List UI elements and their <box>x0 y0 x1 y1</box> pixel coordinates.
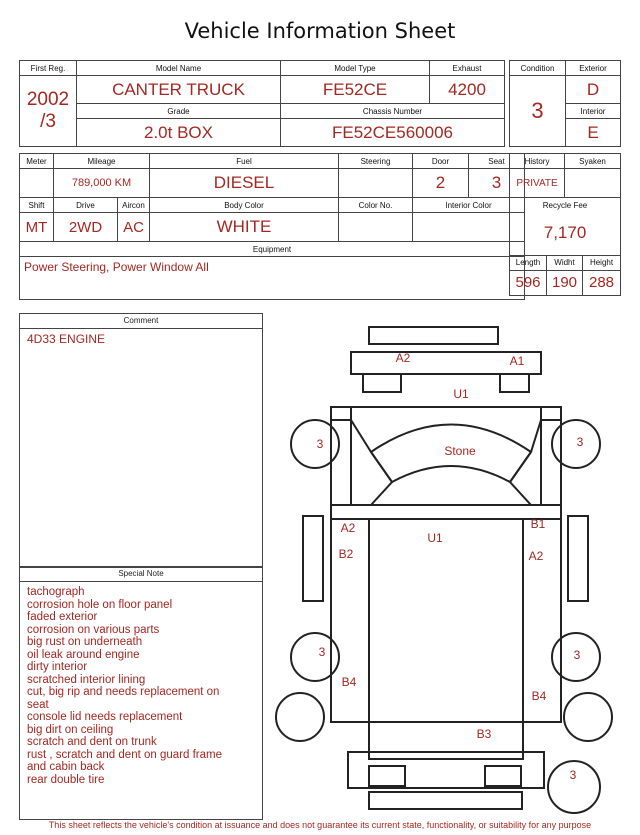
first-reg-label: First Reg. <box>20 61 77 76</box>
length-value: 596 <box>510 270 547 295</box>
exhaust-label: Exhaust <box>430 61 505 76</box>
damage-mark-b4: B4 <box>531 689 547 703</box>
height-label: Height <box>583 255 621 270</box>
interior-label: Interior <box>566 104 621 119</box>
condition-label: Condition <box>510 61 566 76</box>
length-label: Length <box>510 255 547 270</box>
history-label: History <box>510 154 565 169</box>
model-type-value: FE52CE <box>281 76 430 104</box>
recycle-fee-label: Recycle Fee <box>510 198 621 213</box>
special-note-label: Special Note <box>20 567 262 582</box>
damage-mark-a2: A2 <box>395 351 411 365</box>
tire-condition-mark: 3 <box>316 437 324 451</box>
history-value: PRIVATE <box>510 169 565 198</box>
body-color-label: Body Color <box>150 198 339 213</box>
cargo-box-shape <box>331 519 561 722</box>
syaken-value <box>565 169 621 198</box>
specs-table <box>19 153 525 300</box>
damage-mark-a1: A1 <box>509 354 525 368</box>
interior-color-label: Interior Color <box>413 198 525 213</box>
rear-step-shape <box>369 792 522 809</box>
model-name-label: Model Name <box>77 61 281 76</box>
tire-condition-mark: 3 <box>318 645 326 659</box>
comment-label: Comment <box>20 314 262 329</box>
tire-rear-left-outer-shape <box>276 693 324 741</box>
damage-mark-stone: Stone <box>444 444 476 458</box>
damage-mark-b3: B3 <box>476 727 492 741</box>
comment-box <box>19 313 263 568</box>
damage-mark-a2: A2 <box>528 549 544 563</box>
condition-table <box>509 60 621 147</box>
damage-diagram <box>270 322 630 817</box>
sheet-title: Vehicle Information Sheet <box>184 19 456 43</box>
interior-value: E <box>566 119 621 147</box>
comment-text: 4D33 ENGINE <box>27 332 106 346</box>
door-value: 2 <box>413 169 469 198</box>
color-no-label: Color No. <box>339 198 413 213</box>
tire-condition-mark: 3 <box>576 435 584 449</box>
model-info-table <box>19 60 505 147</box>
shift-value: MT <box>20 213 54 242</box>
rear-bumper-shape <box>348 752 544 788</box>
front-bumper-shape <box>369 327 498 344</box>
meter-label: Meter <box>20 154 54 169</box>
seat-label: Seat <box>469 154 525 169</box>
chassis-number-label: Chassis Number <box>281 104 505 119</box>
meter-value <box>20 169 54 198</box>
drive-value: 2WD <box>54 213 118 242</box>
left-mirror-shape <box>303 516 323 601</box>
aircon-value: AC <box>118 213 150 242</box>
grade-value: 2.0t BOX <box>77 119 281 147</box>
recycle-fee-value: 7,170 <box>510 212 621 255</box>
fuel-label: Fuel <box>150 154 339 169</box>
damage-mark-b2: B2 <box>338 547 354 561</box>
damage-mark-u1: U1 <box>453 387 469 401</box>
mileage-label: Mileage <box>54 154 150 169</box>
special-note-box <box>19 566 263 820</box>
color-no-value <box>339 213 413 242</box>
aircon-label: Aircon <box>118 198 150 213</box>
grade-label: Grade <box>77 104 281 119</box>
door-label: Door <box>413 154 469 169</box>
syaken-label: Syaken <box>565 154 621 169</box>
exterior-value: D <box>566 76 621 104</box>
exterior-label: Exterior <box>566 61 621 76</box>
model-name-value: CANTER TRUCK <box>77 76 281 104</box>
body-color-value: WHITE <box>150 213 339 242</box>
equipment-label: Equipment <box>20 242 525 257</box>
seat-value: 3 <box>469 169 525 198</box>
height-value: 288 <box>583 270 621 295</box>
model-type-label: Model Type <box>281 61 430 76</box>
damage-mark-u1: U1 <box>427 531 443 545</box>
tire-rear-right-outer-shape <box>564 693 612 741</box>
interior-color-value <box>413 213 525 242</box>
tire-condition-mark: 3 <box>569 768 577 782</box>
disclaimer-footer: This sheet reflects the vehicle's condition at issuance and does not guarantee its current state, functionality, or suitability for any purpose <box>48 820 592 830</box>
steering-value <box>339 169 413 198</box>
tire-condition-mark: 3 <box>573 648 581 662</box>
width-value: 190 <box>547 270 583 295</box>
damage-mark-a2: A2 <box>340 521 356 535</box>
mileage-value: 789,000 KM <box>54 169 150 198</box>
equipment-value: Power Steering, Power Window All <box>20 257 525 300</box>
steering-label: Steering <box>339 154 413 169</box>
damage-mark-b4: B4 <box>341 675 357 689</box>
special-note-text: tachograph corrosion hole on floor panel faded exterior corrosion on various parts big rust on underneath oil leak around engine dirty interior scratched interior lining cut, big rip and needs replacement on seat console lid needs replacement big dirt on ceiling scratch and dent on trunk rust , scratch and dent on guard frame and cabin back rear double tire <box>27 586 222 786</box>
fuel-value: DIESEL <box>150 169 339 198</box>
history-table <box>509 153 621 296</box>
damage-mark-b1: B1 <box>530 517 546 531</box>
width-label: Widht <box>547 255 583 270</box>
drive-label: Drive <box>54 198 118 213</box>
first-reg-value: 2002 /3 <box>20 76 77 147</box>
shift-label: Shift <box>20 198 54 213</box>
chassis-number-value: FE52CE560006 <box>281 119 505 147</box>
exhaust-value: 4200 <box>430 76 505 104</box>
right-mirror-shape <box>568 516 588 601</box>
condition-value: 3 <box>510 76 566 147</box>
